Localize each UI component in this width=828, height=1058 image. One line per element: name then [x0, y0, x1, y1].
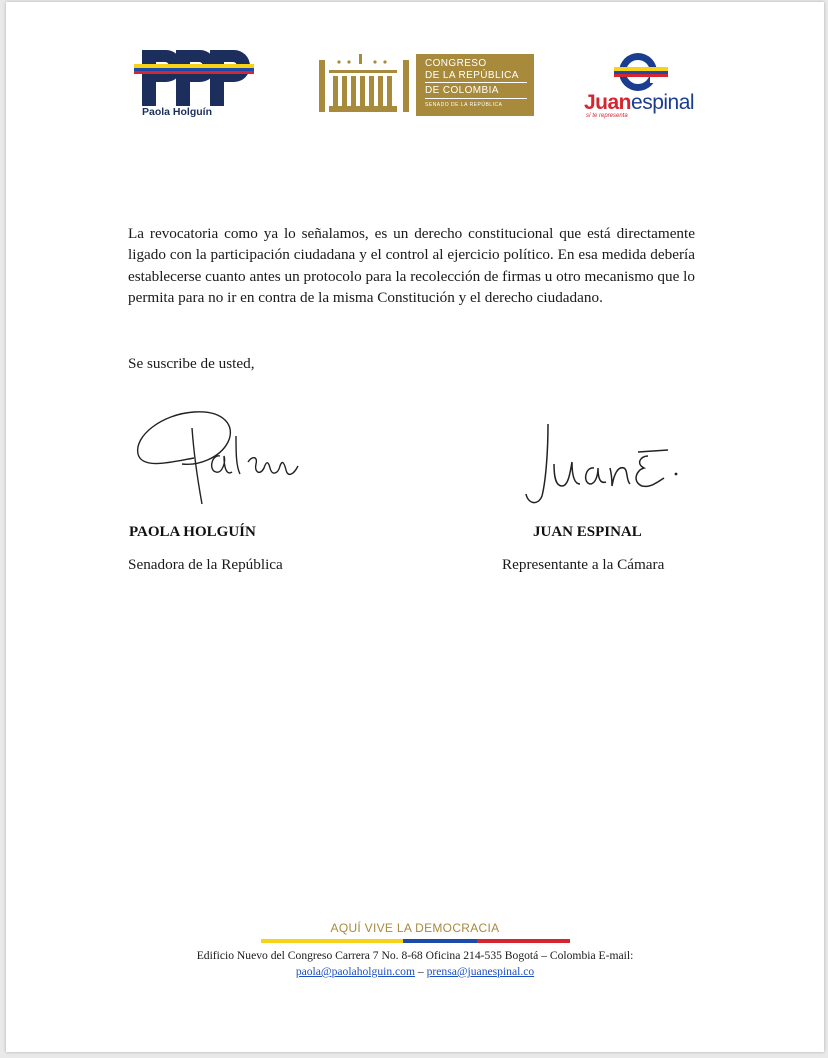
congreso-logo	[319, 54, 535, 116]
letter-page	[6, 2, 824, 1052]
congreso-line-2: DE LA REPÚBLICA	[425, 70, 519, 81]
capitol-building-icon	[319, 54, 415, 116]
juan-espinal-logo	[578, 52, 718, 124]
plate-divider	[425, 82, 527, 83]
footer-address: Edificio Nuevo del Congreso Carrera 7 No. 8-68 Oficina 214-535 Bogotá – Colombia E-mail:	[196, 949, 634, 962]
congreso-line-1: CONGRESO	[425, 58, 487, 69]
ppp-mark-icon	[132, 48, 257, 108]
wordmark-last: espinal	[631, 91, 695, 114]
flag-stripe-yellow	[261, 939, 403, 943]
logo-caption: Paola Holguín	[142, 106, 213, 118]
signatory-role-juan: Representante a la Cámara	[502, 556, 665, 573]
signatory-name-paola: PAOLA HOLGUÍN	[129, 524, 256, 540]
plate-divider	[425, 98, 527, 99]
footer-address-block	[6, 948, 824, 980]
email-separator: –	[415, 965, 427, 978]
body-paragraph: La revocatoria como ya lo señalamos, es un derecho constitucional que está directamente ligado con la participación ciudadana y el control al ejercicio político. En esa medida debería establecerse cuanto antes un protocolo para la recolección de firmas u otro mecanismo que lo permita para no ir en contra de la misma Constitución y el derecho ciudadano.	[128, 225, 695, 306]
footer-emails	[6, 964, 824, 980]
footer-slogan: AQUÍ VIVE LA DEMOCRACIA	[330, 921, 500, 935]
paola-signature-icon	[132, 406, 308, 510]
juan-espinal-wordmark	[584, 91, 694, 115]
signatory-role-paola: Senadora de la República	[128, 556, 283, 573]
congreso-line-3: DE COLOMBIA	[425, 85, 499, 96]
congreso-nameplate	[416, 54, 534, 116]
email-link-paola[interactable]: paola@paolaholguin.com	[295, 965, 415, 978]
paola-holguin-logo	[132, 48, 257, 122]
signatory-name-juan: JUAN ESPINAL	[533, 524, 642, 540]
juan-signature-icon	[518, 420, 694, 508]
wordmark-first: Juan	[584, 91, 632, 114]
email-link-juan[interactable]: prensa@juanespinal.co	[426, 965, 535, 978]
logo-tagline: sí te representa	[586, 113, 628, 119]
closing-line: Se suscribe de usted,	[128, 355, 255, 372]
circle-e-mark-icon	[578, 52, 718, 92]
flag-stripe-red	[477, 939, 570, 943]
flag-stripe-blue	[403, 939, 477, 943]
congreso-line-4: SENADO DE LA REPÚBLICA	[425, 102, 503, 108]
